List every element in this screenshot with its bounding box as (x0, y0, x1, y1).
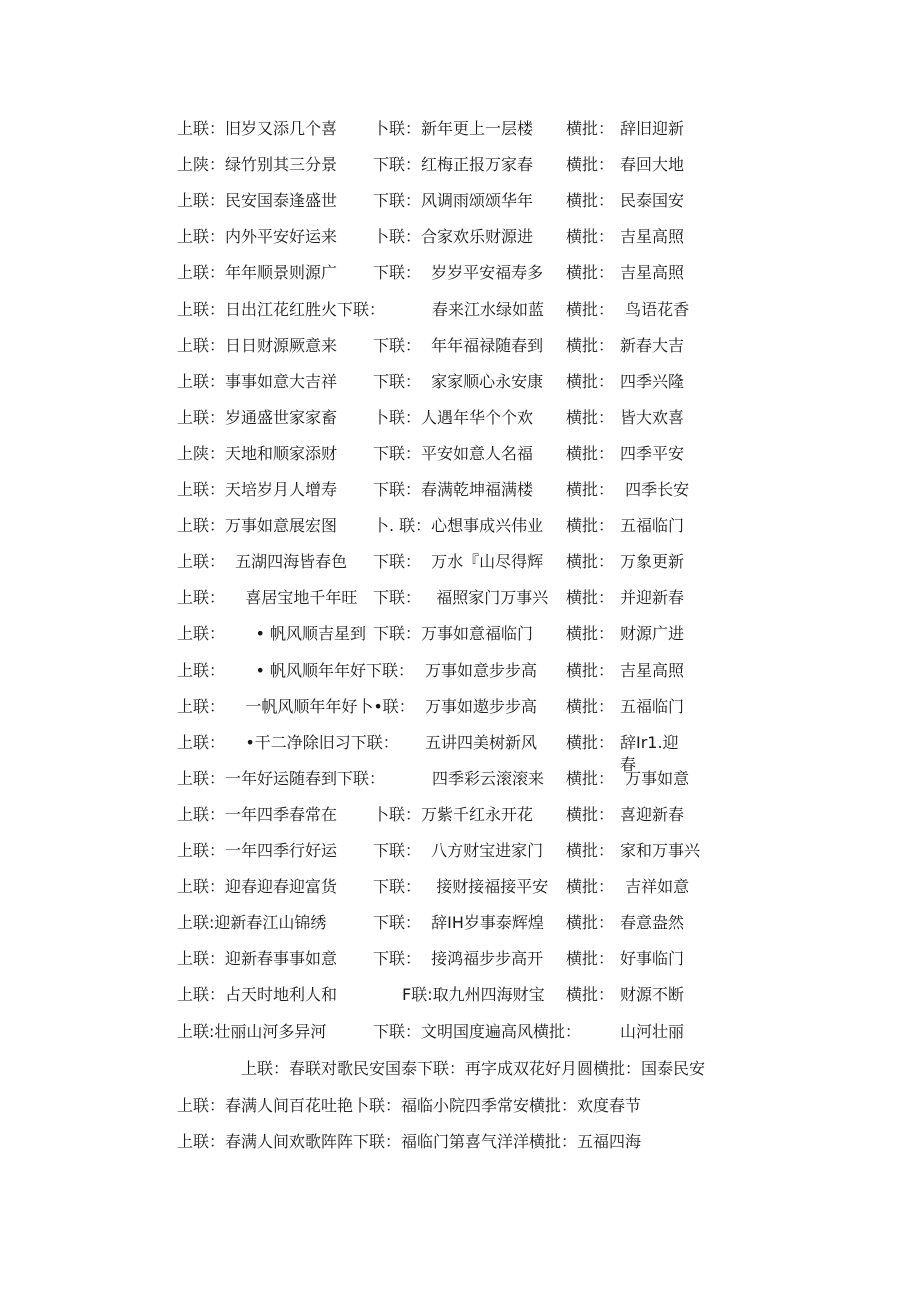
horizontal-label: 横批： (566, 155, 615, 175)
upper-couplet: 上联： 五湖四海皆春色 (177, 552, 348, 572)
horizontal-label: 横批： (566, 696, 615, 716)
lower-couplet: 下联： 岁岁平安福寿多 (373, 263, 544, 283)
couplet-row (177, 733, 737, 753)
horizontal-scroll: 并迎新春 (620, 588, 685, 608)
upper-couplet: 上联：日日财源厥意来 (177, 335, 338, 355)
couplet-row (177, 263, 737, 283)
horizontal-label: 横批： (566, 913, 615, 933)
lower-couplet: 下联：文明国度遍高风横批： (373, 1021, 582, 1041)
horizontal-scroll: 喜迎新春 (620, 804, 685, 824)
horizontal-scroll: 四季兴隆 (620, 371, 685, 391)
upper-couplet: 上联：日出江花红胜火下联： (177, 299, 386, 319)
upper-couplet: 上联:迎新春江山锦绣 (177, 913, 327, 933)
horizontal-label: 横批： (566, 660, 615, 680)
horizontal-label: 横批： (566, 371, 615, 391)
couplet-row (177, 949, 737, 969)
horizontal-scroll: 吉祥如意 (620, 877, 690, 897)
upper-couplet: 上联： • 帆风顺年年好下联： (177, 660, 415, 680)
couplet-row (177, 877, 737, 897)
upper-couplet: 上联：万事如意展宏图 (177, 516, 338, 536)
horizontal-scroll: 辞旧迎新 (620, 119, 685, 138)
horizontal-scroll: 吉星高照 (620, 227, 685, 247)
upper-couplet: 上联：旧岁又添几个喜 (177, 119, 338, 138)
lower-couplet: 下联：万事如意福临门 (373, 624, 534, 644)
couplet-row (177, 588, 737, 608)
horizontal-label: 横批： (566, 624, 615, 644)
horizontal-scroll: 鸟语花香 (620, 299, 690, 319)
upper-couplet: 上联：迎新春事事如意 (177, 949, 338, 969)
horizontal-label: 横批： (566, 841, 615, 860)
horizontal-scroll: 春回大地 (620, 155, 685, 175)
lower-couplet: 卜联：新年更上一层楼 (373, 119, 534, 138)
lower-couplet: 下联： 年年福禄随春到 (373, 335, 544, 355)
lower-couplet: 下联： 万水『山尽得辉 (373, 552, 544, 572)
couplet-row (177, 697, 737, 717)
couplet-row (177, 985, 737, 1005)
horizontal-label: 横批： (566, 480, 615, 499)
couplet-row (177, 516, 737, 536)
couplet-line-full: 上联：春联对歌民安国泰下联：再字成双花好月圆横批：国泰民安 (241, 1059, 706, 1078)
lower-couplet: 卜联：万紫千红永开花 (373, 804, 534, 824)
couplet-row (177, 372, 737, 392)
upper-couplet: 上联： • 帆风顺吉星到 (177, 624, 367, 644)
horizontal-scroll: 山河壮丽 (620, 1021, 685, 1041)
couplet-row (177, 155, 737, 175)
lower-couplet: 下联：平安如意人名福 (373, 443, 534, 463)
horizontal-label: 横批： (566, 877, 615, 897)
upper-couplet: 上联： 喜居宝地千年旺 (177, 588, 358, 608)
horizontal-scroll: 民泰国安 (620, 191, 685, 211)
upper-couplet: 上联：年年顺景则源广 (177, 263, 338, 283)
couplet-row (177, 805, 737, 825)
horizontal-scroll: 辞Ir1.迎 (620, 732, 679, 752)
couplet-row (177, 769, 737, 789)
upper-couplet: 上联：一年好运随春到下联： (177, 768, 386, 788)
couplet-row (177, 841, 737, 861)
couplet-row (177, 191, 737, 211)
upper-couplet: 上联：岁通盛世家家畜 (177, 407, 338, 427)
upper-couplet: 上联：一年四季春常在 (177, 804, 338, 824)
couplet-row (177, 444, 737, 464)
upper-couplet: 上联：民安国泰逢盛世 (177, 191, 338, 211)
horizontal-scroll: 财源不断 (620, 985, 685, 1005)
lower-couplet: 下联： 接鸿福步步高开 (373, 949, 544, 969)
couplet-row (177, 1022, 737, 1042)
horizontal-label: 横批： (566, 985, 615, 1005)
horizontal-label: 横批： (566, 407, 615, 427)
couplet-row (177, 408, 737, 428)
upper-couplet: 上联：天培岁月人增寿 (177, 480, 338, 499)
couplet-row (177, 661, 737, 681)
lower-couplet: 下联：红梅正报万家春 (373, 155, 534, 175)
spill-text: 春 (620, 755, 637, 774)
horizontal-scroll: 吉星高照 (620, 660, 685, 680)
couplet-row (177, 552, 737, 572)
horizontal-label: 横批： (566, 588, 615, 608)
horizontal-scroll: 万象更新 (620, 552, 685, 572)
lower-couplet: 下联： 福照家门万事兴 (373, 588, 549, 608)
horizontal-label: 横批： (566, 732, 615, 752)
couplet-line-full: 上联：春满人间欢歌阵阵下联：福临门第喜气洋洋横批：五福四海 (177, 1132, 642, 1151)
horizontal-label: 横批： (566, 516, 615, 536)
lower-couplet: 春来江水绿如蓝 (432, 299, 545, 319)
horizontal-label: 横批： (566, 299, 615, 319)
horizontal-scroll: 万事如意 (620, 768, 690, 788)
lower-couplet: 五讲四美树新风 (425, 732, 538, 752)
upper-couplet: 上联：迎春迎春迎富货 (177, 877, 338, 897)
upper-couplet: 上陕：天地和顺家添财 (177, 443, 338, 463)
upper-couplet: 上联：占天时地利人和 (177, 985, 338, 1005)
couplet-row (177, 480, 737, 500)
lower-couplet: 万事如意步步高 (425, 660, 538, 680)
horizontal-scroll: 四季平安 (620, 443, 685, 463)
couplet-line-full: 上联：春满人间百花吐艳卜联：福临小院四季常安横批：欢度春节 (177, 1096, 642, 1115)
horizontal-label: 横批： (566, 949, 615, 969)
upper-couplet: 上联:壮丽山河多异河 (177, 1021, 327, 1041)
lower-couplet: 卜. 联：心想事成兴伟业 (373, 516, 544, 536)
upper-couplet: 上陕：绿竹别其三分景 (177, 155, 338, 175)
horizontal-scroll: 皆大欢喜 (620, 407, 685, 427)
upper-couplet: 上联： •干二净除旧习下联： (177, 732, 399, 752)
lower-couplet: 卜联：人遇年华个个欢 (373, 407, 534, 427)
lower-couplet: 下联： 家家顺心永安康 (373, 371, 544, 391)
lower-couplet: 下联： 辞IH岁事泰辉煌 (373, 913, 544, 933)
lower-couplet: 下联：春满乾坤福满楼 (373, 480, 534, 499)
horizontal-scroll: 新春大吉 (620, 335, 685, 355)
lower-couplet: F联:取九州四海财宝 (402, 985, 545, 1005)
horizontal-label: 横批： (566, 119, 615, 138)
horizontal-scroll: 四季长安 (620, 480, 690, 499)
couplet-row (177, 300, 737, 320)
lower-couplet: 下联： 接财接福接平安 (373, 877, 549, 897)
lower-couplet: 四季彩云滚滚来 (432, 768, 545, 788)
upper-couplet: 上联：事事如意大吉祥 (177, 371, 338, 391)
horizontal-label: 横批： (566, 191, 615, 211)
horizontal-scroll: 五福临门 (620, 516, 685, 536)
horizontal-scroll: 家和万事兴 (620, 841, 701, 860)
upper-couplet: 上联：内外平安好运来 (177, 227, 338, 247)
horizontal-label: 横批： (566, 768, 615, 788)
horizontal-scroll: 五福临门 (620, 696, 685, 716)
lower-couplet: 万事如遨步步高 (425, 696, 538, 716)
upper-couplet: 上联：一年四季行好运 (177, 841, 338, 860)
horizontal-label: 横批： (566, 335, 615, 355)
lower-couplet: 下联： 八方财宝进家门 (373, 841, 544, 860)
horizontal-label: 横批： (566, 552, 615, 572)
horizontal-scroll: 财源广进 (620, 624, 685, 644)
horizontal-label: 横批： (566, 227, 615, 247)
horizontal-label: 横批： (566, 263, 615, 283)
couplet-row (177, 336, 737, 356)
horizontal-label: 横批： (566, 443, 615, 463)
couplet-row (177, 119, 737, 139)
lower-couplet: 卜联：合家欢乐财源进 (373, 227, 534, 247)
horizontal-scroll: 吉星高照 (620, 263, 685, 283)
lower-couplet: 下联：风调雨颂颂华年 (373, 191, 534, 211)
couplet-row (177, 913, 737, 933)
horizontal-scroll: 春意盎然 (620, 913, 685, 933)
horizontal-label: 横批： (566, 804, 615, 824)
couplet-row (177, 624, 737, 644)
horizontal-scroll: 好事临门 (620, 949, 685, 969)
upper-couplet: 上联： 一帆风顺年年好卜•联： (177, 696, 415, 716)
couplet-row (177, 227, 737, 247)
